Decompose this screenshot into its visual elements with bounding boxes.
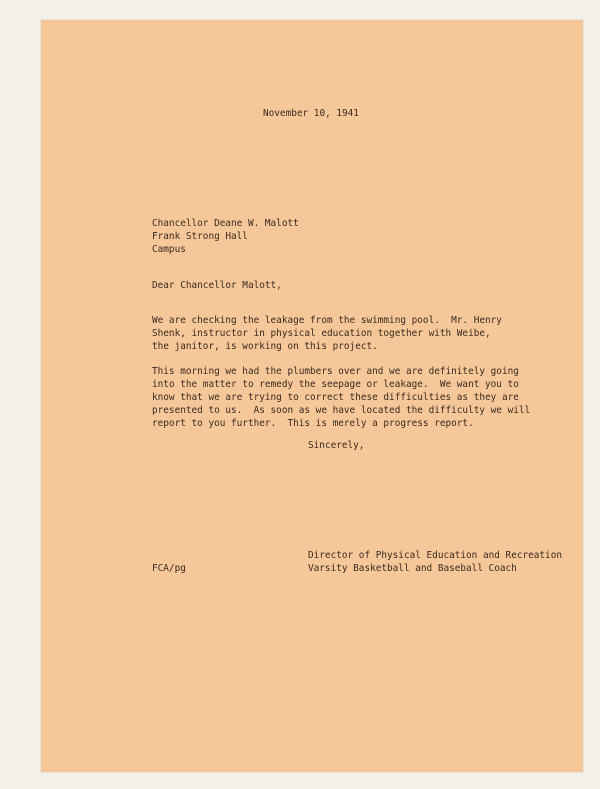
paragraph-2-line-1: This morning we had the plumbers over and we are definitely going (152, 366, 519, 377)
closing: Sincerely, (308, 440, 365, 451)
paragraph-1-line-3: the janitor, is working on this project. (152, 341, 378, 352)
reference-initials: FCA/pg (152, 563, 186, 574)
paragraph-2-line-2: into the matter to remedy the seepage or leakage. We want you to (152, 379, 519, 390)
letter-sheet (41, 20, 583, 772)
paragraph-1-line-2: Shenk, instructor in physical education together with Weibe, (152, 328, 491, 339)
recipient-building: Frank Strong Hall (152, 231, 248, 242)
recipient-location: Campus (152, 244, 186, 255)
signer-title-line-1: Director of Physical Education and Recreation (308, 550, 562, 561)
salutation: Dear Chancellor Malott, (152, 280, 282, 291)
recipient-name: Chancellor Deane W. Malott (152, 218, 299, 229)
signer-title-line-2: Varsity Basketball and Baseball Coach (308, 563, 517, 574)
paragraph-2-line-4: presented to us. As soon as we have located the difficulty we will (152, 405, 531, 416)
letter-date: November 10, 1941 (263, 108, 359, 119)
paragraph-2-line-3: know that we are trying to correct these difficulties as they are (152, 392, 519, 403)
paragraph-1-line-1: We are checking the leakage from the swimming pool. Mr. Henry (152, 315, 502, 326)
paragraph-2-line-5: report to you further. This is merely a progress report. (152, 418, 474, 429)
